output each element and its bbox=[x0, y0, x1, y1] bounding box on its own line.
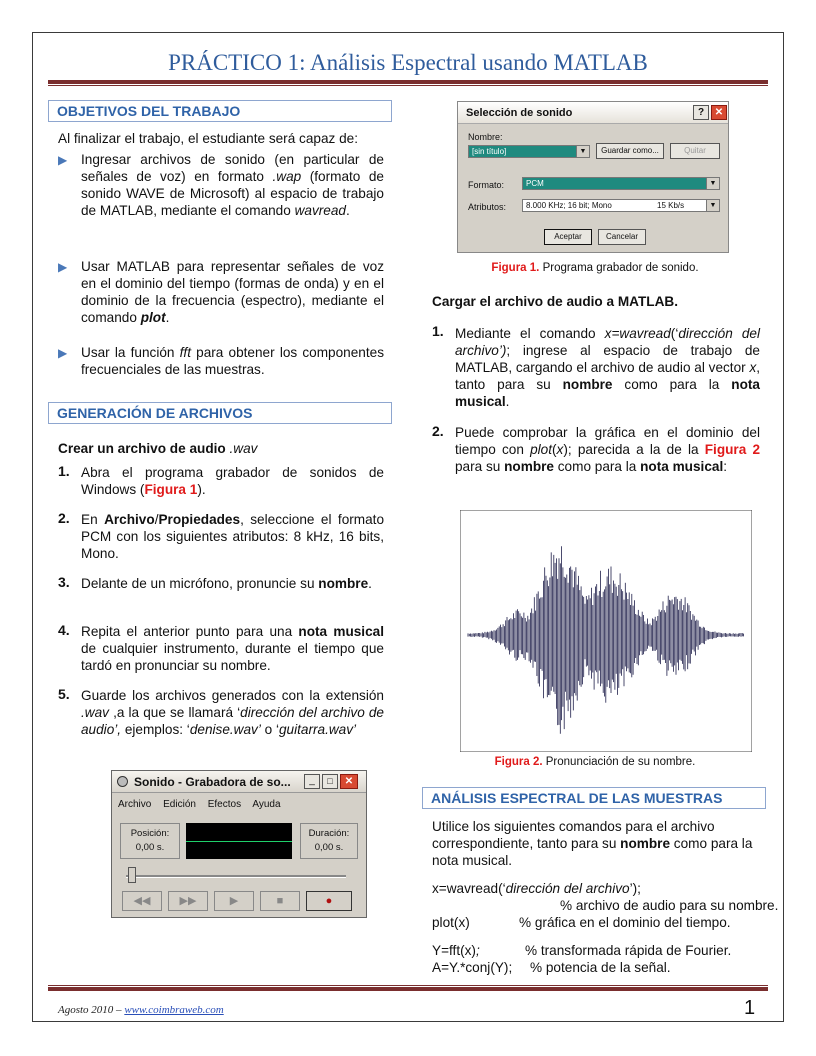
menu-ayuda[interactable]: Ayuda bbox=[252, 799, 281, 810]
step-number: 1. bbox=[432, 323, 444, 339]
figure-1-text: Programa grabador de sonido. bbox=[542, 262, 699, 274]
step-number: 1. bbox=[58, 463, 70, 479]
step-number: 3. bbox=[58, 574, 70, 590]
step-number: 2. bbox=[58, 510, 70, 526]
menu-edicion[interactable]: Edición bbox=[163, 799, 196, 810]
duration-value: 0,00 s. bbox=[314, 842, 344, 853]
footer-link[interactable]: www.coimbraweb.com bbox=[124, 1004, 224, 1016]
position-label: Posición: bbox=[130, 828, 170, 839]
waveform-plot bbox=[460, 510, 752, 752]
atributos-select[interactable] bbox=[522, 199, 720, 212]
footer bbox=[58, 1004, 224, 1016]
menu-efectos[interactable]: Efectos bbox=[207, 799, 242, 810]
duration-panel bbox=[300, 823, 358, 859]
generacion-step-2: En Archivo/Propiedades, seleccione el formato PCM con los siguientes atributos: 8 kHz, 16 bits, Mono. bbox=[81, 512, 384, 561]
position-value: 0,00 s. bbox=[135, 842, 165, 853]
code-comment-2: % gráfica en el dominio del tiempo. bbox=[519, 915, 731, 930]
speaker-icon bbox=[117, 776, 128, 787]
fast-forward-icon[interactable]: ▶▶ bbox=[168, 891, 208, 911]
footer-rule bbox=[48, 987, 768, 991]
objetivo-bullet-2: Usar MATLAB para representar señales de voz en el dominio del tiempo (formas de onda) y en el dominio de la frecuencia (espectro), mediante el comando plot. bbox=[81, 259, 384, 325]
bullet-arrow-icon: ▶ bbox=[58, 260, 68, 274]
sound-selection-dialog bbox=[457, 101, 729, 253]
sound-recorder-window bbox=[111, 770, 367, 918]
guardar-como-button[interactable]: Guardar como... bbox=[596, 143, 664, 159]
page-title: PRÁCTICO 1: Análisis Espectral usando MATLAB bbox=[168, 50, 648, 75]
maximize-button[interactable]: □ bbox=[322, 774, 338, 789]
play-icon[interactable]: ▶ bbox=[214, 891, 254, 911]
cancelar-button[interactable]: Cancelar bbox=[598, 229, 646, 245]
atributos-rate: 15 Kb/s bbox=[657, 201, 685, 210]
position-slider-thumb[interactable] bbox=[128, 867, 136, 883]
generacion-subheading: Crear un archivo de audio .wav bbox=[58, 441, 258, 456]
recorder-title: Sonido - Grabadora de so... bbox=[112, 771, 366, 793]
analisis-heading: ANÁLISIS ESPECTRAL DE LAS MUESTRAS bbox=[422, 787, 766, 809]
generacion-step-3: Delante de un micrófono, pronuncie su nombre. bbox=[81, 576, 372, 591]
nombre-select[interactable] bbox=[468, 145, 590, 158]
title-rule-thin bbox=[48, 85, 768, 86]
analisis-intro: Utilice los siguientes comandos para el archivo correspondiente, tanto para su nombre como para la nota musical. bbox=[432, 819, 753, 868]
figure-2-text: Pronunciación de su nombre. bbox=[545, 756, 696, 768]
chevron-down-icon: ▼ bbox=[706, 200, 719, 211]
formato-select[interactable] bbox=[522, 177, 720, 190]
position-slider-track bbox=[126, 875, 346, 878]
nombre-label: Nombre: bbox=[468, 132, 503, 142]
chevron-down-icon: ▼ bbox=[706, 178, 719, 189]
figure-2-caption bbox=[440, 756, 750, 768]
close-button[interactable]: ✕ bbox=[340, 774, 358, 789]
step-number: 2. bbox=[432, 423, 444, 439]
code-line-4: A=Y.*conj(Y); bbox=[432, 960, 513, 975]
page-number: 1 bbox=[744, 997, 756, 1019]
generacion-heading: GENERACIÓN DE ARCHIVOS bbox=[48, 402, 392, 424]
atributos-label: Atributos: bbox=[468, 202, 507, 212]
dialog-title: Selección de sonido bbox=[458, 102, 728, 124]
figure-2-label: Figura 2. bbox=[494, 756, 543, 768]
record-icon[interactable]: ● bbox=[306, 891, 352, 911]
atributos-value: 8.000 KHz; 16 bit; Mono bbox=[526, 201, 612, 210]
footer-date: Agosto 2010 – bbox=[58, 1004, 122, 1016]
chevron-down-icon: ▼ bbox=[576, 146, 589, 157]
quitar-button[interactable]: Quitar bbox=[670, 143, 720, 159]
waveform-display bbox=[186, 823, 292, 859]
code-line-1: x=wavread(‘dirección del archivo’); bbox=[432, 881, 641, 896]
recorder-menubar bbox=[118, 799, 290, 810]
objetivo-bullet-3: Usar la función fft para obtener los componentes frecuenciales de las muestras. bbox=[81, 345, 384, 377]
step-number: 5. bbox=[58, 686, 70, 702]
objetivos-heading: OBJETIVOS DEL TRABAJO bbox=[48, 100, 392, 122]
menu-archivo[interactable]: Archivo bbox=[118, 799, 152, 810]
bullet-arrow-icon: ▶ bbox=[58, 153, 68, 167]
code-line-3: Y=fft(x); bbox=[432, 943, 480, 958]
formato-value: PCM bbox=[526, 179, 544, 188]
figure-1-label: Figura 1. bbox=[491, 262, 540, 274]
close-button[interactable]: ✕ bbox=[711, 105, 727, 120]
stop-icon[interactable]: ■ bbox=[260, 891, 300, 911]
cargar-heading: Cargar el archivo de audio a MATLAB. bbox=[432, 294, 678, 309]
generacion-step-4: Repita el anterior punto para una nota musical de cualquier instrumento, durante el tiempo que tardó en pronunciar su nombre. bbox=[81, 624, 384, 673]
figure-1-caption bbox=[440, 262, 750, 274]
code-comment-3: % transformada rápida de Fourier. bbox=[525, 943, 732, 958]
minimize-button[interactable]: _ bbox=[304, 774, 320, 789]
code-comment-1: % archivo de audio para su nombre. bbox=[560, 898, 779, 913]
generacion-step-5: Guarde los archivos generados con la extensión .wav ,a la que se llamará ‘dirección del archivo de audio’, ejemplos: ‘denise.wav’ o ‘guitarra.wav’ bbox=[81, 688, 384, 737]
step-number: 4. bbox=[58, 622, 70, 638]
help-button[interactable]: ? bbox=[693, 105, 709, 120]
objetivos-intro: Al finalizar el trabajo, el estudiante será capaz de: bbox=[58, 131, 358, 146]
aceptar-button[interactable]: Aceptar bbox=[544, 229, 592, 245]
rewind-icon[interactable]: ◀◀ bbox=[122, 891, 162, 911]
nombre-value: [sin título] bbox=[472, 147, 507, 156]
formato-label: Formato: bbox=[468, 180, 505, 190]
footer-rule-thin bbox=[48, 985, 768, 986]
code-line-2: plot(x) bbox=[432, 915, 470, 930]
generacion-step-1: Abra el programa grabador de sonidos de Windows (Figura 1). bbox=[81, 465, 384, 497]
code-comment-4: % potencia de la señal. bbox=[530, 960, 671, 975]
cargar-step-1: Mediante el comando x=wavread(‘dirección del archivo’); ingrese al espacio de trabajo de MATLAB, cargando el archivo de audio al vector x, tanto para su nombre como para la nota musical. bbox=[455, 326, 761, 409]
position-panel bbox=[120, 823, 180, 859]
duration-label: Duración: bbox=[308, 828, 350, 839]
objetivo-bullet-1: Ingresar archivos de sonido (en particular de señales de voz) en formato .wap (formato de sonido WAVE de Microsoft) al espacio de trabajo de MATLAB, mediante el comando wavread. bbox=[81, 152, 384, 218]
cargar-step-2: Puede comprobar la gráfica en el dominio del tiempo con plot(x); parecida a la de la Figura 2 para su nombre como para la nota musical: bbox=[455, 425, 761, 474]
title-rule bbox=[48, 80, 768, 84]
bullet-arrow-icon: ▶ bbox=[58, 346, 68, 360]
